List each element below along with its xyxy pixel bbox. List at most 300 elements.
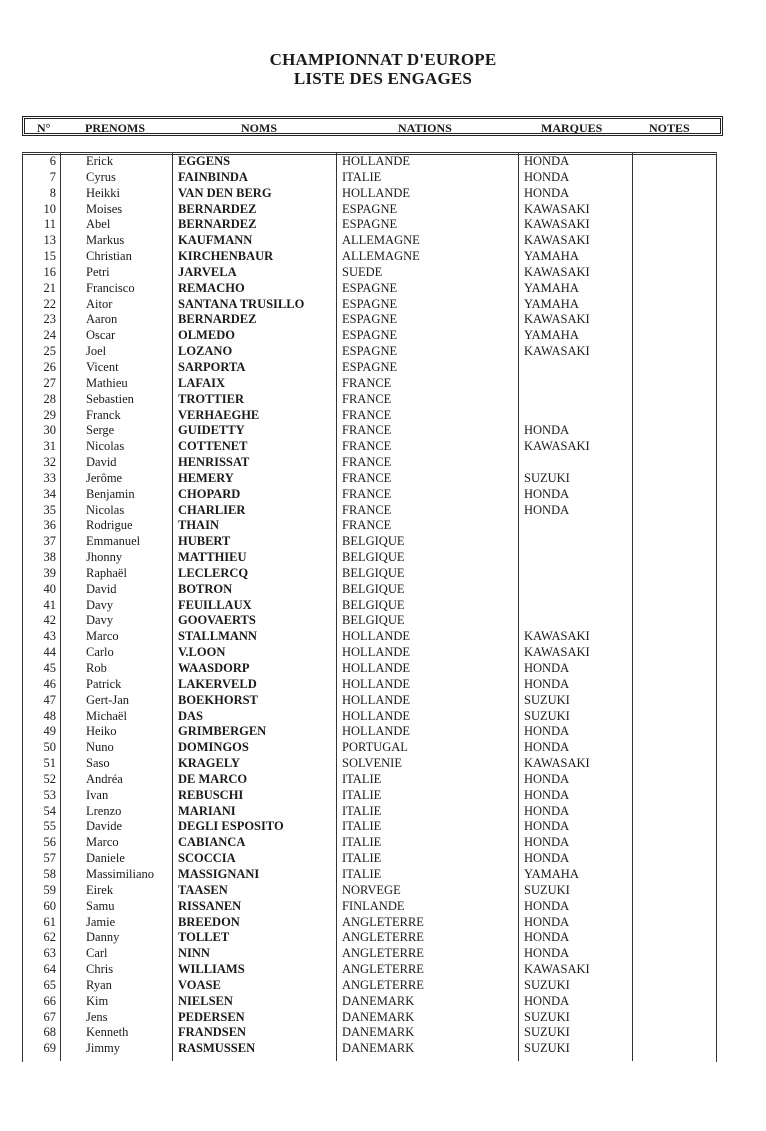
first-name-cell: Jerôme	[86, 470, 123, 485]
first-name-cell: Raphaël	[86, 565, 127, 580]
header-notes: NOTES	[649, 121, 690, 135]
brand-cell: YAMAHA	[524, 296, 579, 311]
last-name-cell: KIRCHENBAUR	[178, 249, 274, 264]
last-name-cell: TAASEN	[178, 882, 228, 897]
nation-cell: ESPAGNE	[342, 217, 398, 232]
table-row	[0, 1041, 766, 1057]
brand-cell: SUZUKI	[524, 470, 570, 485]
first-name-cell: Joel	[86, 344, 107, 359]
table-row	[0, 709, 766, 725]
brand-cell: HONDA	[524, 930, 570, 945]
first-name-cell: Petri	[86, 264, 110, 279]
table-row	[0, 392, 766, 408]
row-number-cell: 23	[43, 312, 56, 327]
table-row	[0, 170, 766, 186]
table-row	[0, 518, 766, 534]
first-name-cell: Davy	[86, 597, 114, 612]
row-number-cell: 41	[43, 597, 56, 612]
nation-cell: SUEDE	[342, 264, 383, 279]
table-row	[0, 360, 766, 376]
last-name-cell: CHARLIER	[178, 502, 246, 517]
row-number-cell: 48	[43, 708, 56, 723]
nation-cell: ESPAGNE	[342, 359, 398, 374]
nation-cell: ALLEMAGNE	[342, 233, 420, 248]
nation-cell: BELGIQUE	[342, 613, 405, 628]
table-row	[0, 233, 766, 249]
brand-cell: HONDA	[524, 185, 570, 200]
brand-cell: SUZUKI	[524, 708, 570, 723]
last-name-cell: NINN	[178, 946, 210, 961]
last-name-cell: REBUSCHI	[178, 787, 244, 802]
last-name-cell: HEMERY	[178, 470, 234, 485]
row-number-cell: 55	[43, 819, 56, 834]
title-line-1: CHAMPIONNAT D'EUROPE	[269, 50, 497, 69]
nation-cell: ANGLETERRE	[342, 977, 424, 992]
first-name-cell: Jimmy	[86, 1041, 121, 1056]
row-number-cell: 58	[43, 866, 56, 881]
row-number-cell: 67	[43, 1009, 56, 1024]
first-name-cell: David	[86, 581, 117, 596]
nation-cell: FRANCE	[342, 486, 392, 501]
brand-cell: HONDA	[524, 502, 570, 517]
table-row	[0, 899, 766, 915]
last-name-cell: DE MARCO	[178, 771, 248, 786]
first-name-cell: Davy	[86, 613, 114, 628]
brand-cell: HONDA	[524, 676, 570, 691]
last-name-cell: JARVELA	[178, 264, 237, 279]
first-name-cell: Daniele	[86, 851, 125, 866]
row-number-cell: 61	[43, 914, 56, 929]
first-name-cell: Ivan	[86, 787, 109, 802]
nation-cell: SOLVENIE	[342, 756, 402, 771]
table-row	[0, 154, 766, 170]
row-number-cell: 64	[43, 962, 56, 977]
row-number-cell: 59	[43, 882, 56, 897]
first-name-cell: Jens	[86, 1009, 108, 1024]
brand-cell: SUZUKI	[524, 692, 570, 707]
nation-cell: NORVEGE	[342, 882, 401, 897]
last-name-cell: RASMUSSEN	[178, 1041, 256, 1056]
nation-cell: HOLLANDE	[342, 708, 411, 723]
brand-cell: HONDA	[524, 819, 570, 834]
nation-cell: ITALIE	[342, 803, 382, 818]
last-name-cell: BOEKHORST	[178, 692, 258, 707]
first-name-cell: Samu	[86, 898, 115, 913]
first-name-cell: Rodrigue	[86, 518, 133, 533]
row-number-cell: 34	[43, 486, 56, 501]
nation-cell: FRANCE	[342, 455, 392, 470]
nation-cell: FRANCE	[342, 391, 392, 406]
table-row	[0, 724, 766, 740]
brand-cell: HONDA	[524, 740, 570, 755]
last-name-cell: LECLERCQ	[178, 565, 249, 580]
brand-cell: HONDA	[524, 803, 570, 818]
nation-cell: ESPAGNE	[342, 280, 398, 295]
table-row	[0, 550, 766, 566]
first-name-cell: Aaron	[86, 312, 118, 327]
last-name-cell: LOZANO	[178, 344, 233, 359]
first-name-cell: Marco	[86, 835, 119, 850]
nation-cell: ITALIE	[342, 169, 382, 184]
first-name-cell: Carlo	[86, 645, 114, 660]
nation-cell: DANEMARK	[342, 1041, 415, 1056]
first-name-cell: Patrick	[86, 676, 122, 691]
brand-cell: KAWASAKI	[524, 962, 590, 977]
brand-cell: HONDA	[524, 851, 570, 866]
first-name-cell: Heikki	[86, 185, 121, 200]
table-row	[0, 265, 766, 281]
nation-cell: ITALIE	[342, 835, 382, 850]
table-row	[0, 376, 766, 392]
brand-cell: HONDA	[524, 835, 570, 850]
first-name-cell: Kim	[86, 993, 109, 1008]
table-row	[0, 471, 766, 487]
row-number-cell: 66	[43, 993, 56, 1008]
first-name-cell: Massimiliano	[86, 866, 155, 881]
first-name-cell: Abel	[86, 217, 111, 232]
first-name-cell: Serge	[86, 423, 115, 438]
nation-cell: DANEMARK	[342, 993, 415, 1008]
nation-cell: ITALIE	[342, 819, 382, 834]
nation-cell: HOLLANDE	[342, 692, 411, 707]
brand-cell: HONDA	[524, 661, 570, 675]
brand-cell: KAWASAKI	[524, 439, 590, 454]
brand-cell: HONDA	[524, 724, 570, 739]
last-name-cell: LAKERVELD	[178, 676, 257, 691]
row-number-cell: 40	[43, 581, 56, 596]
first-name-cell: Francisco	[86, 280, 135, 295]
table-row	[0, 408, 766, 424]
table-row	[0, 946, 766, 962]
row-number-cell: 16	[43, 264, 56, 279]
first-name-cell: Andréa	[86, 771, 123, 786]
row-number-cell: 65	[43, 977, 56, 992]
first-name-cell: Carl	[86, 946, 108, 961]
header-noms: NOMS	[241, 121, 277, 135]
nation-cell: FRANCE	[342, 502, 392, 517]
row-number-cell: 62	[43, 930, 56, 945]
table-row	[0, 740, 766, 756]
nation-cell: HOLLANDE	[342, 629, 411, 644]
first-name-cell: Davide	[86, 819, 123, 834]
row-number-cell: 57	[43, 851, 56, 866]
last-name-cell: THAIN	[178, 518, 219, 533]
first-name-cell: Sebastien	[86, 391, 134, 406]
brand-cell: HONDA	[524, 423, 570, 438]
table-row	[0, 756, 766, 772]
nation-cell: ITALIE	[342, 771, 382, 786]
row-number-cell: 33	[43, 470, 56, 485]
last-name-cell: BERNARDEZ	[178, 201, 257, 216]
nation-cell: BELGIQUE	[342, 581, 405, 596]
nation-cell: HOLLANDE	[342, 676, 411, 691]
table-row	[0, 804, 766, 820]
row-number-cell: 44	[43, 645, 56, 660]
row-number-cell: 22	[43, 296, 56, 311]
row-number-cell: 60	[43, 898, 56, 913]
nation-cell: FRANCE	[342, 439, 392, 454]
nation-cell: ESPAGNE	[342, 201, 398, 216]
row-number-cell: 68	[43, 1025, 56, 1040]
table-row	[0, 693, 766, 709]
brand-cell: HONDA	[524, 486, 570, 501]
row-number-cell: 69	[43, 1041, 56, 1056]
nation-cell: ESPAGNE	[342, 328, 398, 343]
last-name-cell: COTTENET	[178, 439, 248, 454]
brand-cell: KAWASAKI	[524, 645, 590, 660]
last-name-cell: CHOPARD	[178, 486, 241, 501]
last-name-cell: REMACHO	[178, 280, 245, 295]
nation-cell: HOLLANDE	[342, 645, 411, 660]
table-row	[0, 186, 766, 202]
last-name-cell: KAUFMANN	[178, 233, 253, 248]
first-name-cell: Rob	[86, 661, 107, 675]
table-row	[0, 534, 766, 550]
nation-cell: ANGLETERRE	[342, 914, 424, 929]
nation-cell: DANEMARK	[342, 1009, 415, 1024]
last-name-cell: EGGENS	[178, 154, 231, 168]
first-name-cell: Eirek	[86, 882, 114, 897]
table-row	[0, 930, 766, 946]
first-name-cell: Nuno	[86, 740, 114, 755]
row-number-cell: 56	[43, 835, 56, 850]
row-number-cell: 37	[43, 534, 56, 549]
first-name-cell: Saso	[86, 756, 110, 771]
row-number-cell: 29	[43, 407, 56, 422]
last-name-cell: FEUILLAUX	[178, 597, 252, 612]
nation-cell: ESPAGNE	[342, 296, 398, 311]
table-row	[0, 772, 766, 788]
row-number-cell: 46	[43, 676, 56, 691]
row-number-cell: 13	[43, 233, 56, 248]
first-name-cell: Marco	[86, 629, 119, 644]
first-name-cell: Jhonny	[86, 550, 123, 565]
last-name-cell: DAS	[178, 708, 204, 723]
table-row	[0, 645, 766, 661]
table-row	[0, 788, 766, 804]
last-name-cell: OLMEDO	[178, 328, 235, 343]
last-name-cell: CABIANCA	[178, 835, 246, 850]
brand-cell: HONDA	[524, 898, 570, 913]
row-number-cell: 27	[43, 375, 56, 390]
first-name-cell: Danny	[86, 930, 120, 945]
first-name-cell: Erick	[86, 154, 114, 168]
row-number-cell: 26	[43, 359, 56, 374]
row-number-cell: 6	[49, 154, 56, 168]
last-name-cell: BERNARDEZ	[178, 312, 257, 327]
brand-cell: KAWASAKI	[524, 629, 590, 644]
last-name-cell: BOTRON	[178, 581, 233, 596]
row-number-cell: 53	[43, 787, 56, 802]
table-row	[0, 439, 766, 455]
first-name-cell: Cyrus	[86, 169, 116, 184]
table-row	[0, 978, 766, 994]
nation-cell: BELGIQUE	[342, 597, 405, 612]
table-row	[0, 202, 766, 218]
brand-cell: SUZUKI	[524, 1009, 570, 1024]
row-number-cell: 50	[43, 740, 56, 755]
row-number-cell: 35	[43, 502, 56, 517]
nation-cell: HOLLANDE	[342, 661, 411, 675]
header-nations: NATIONS	[398, 121, 452, 135]
last-name-cell: SCOCCIA	[178, 851, 236, 866]
table-row	[0, 312, 766, 328]
table-row	[0, 629, 766, 645]
brand-cell: YAMAHA	[524, 866, 579, 881]
first-name-cell: Lrenzo	[86, 803, 122, 818]
last-name-cell: DEGLI ESPOSITO	[178, 819, 284, 834]
first-name-cell: Emmanuel	[86, 534, 141, 549]
nation-cell: ANGLETERRE	[342, 930, 424, 945]
nation-cell: ITALIE	[342, 851, 382, 866]
brand-cell: SUZUKI	[524, 977, 570, 992]
brand-cell: KAWASAKI	[524, 233, 590, 248]
first-name-cell: Mathieu	[86, 375, 128, 390]
row-number-cell: 10	[43, 201, 56, 216]
row-number-cell: 25	[43, 344, 56, 359]
table-row	[0, 582, 766, 598]
last-name-cell: SANTANA TRUSILLO	[178, 296, 305, 311]
brand-cell: YAMAHA	[524, 249, 579, 264]
first-name-cell: Gert-Jan	[86, 692, 130, 707]
nation-cell: FRANCE	[342, 423, 392, 438]
header-marques: MARQUES	[541, 121, 603, 135]
row-number-cell: 49	[43, 724, 56, 739]
row-number-cell: 24	[43, 328, 56, 343]
brand-cell: SUZUKI	[524, 882, 570, 897]
nation-cell: DANEMARK	[342, 1025, 415, 1040]
row-number-cell: 54	[43, 803, 56, 818]
nation-cell: ANGLETERRE	[342, 962, 424, 977]
last-name-cell: STALLMANN	[178, 629, 257, 644]
title-line-2: LISTE DES ENGAGES	[293, 69, 473, 88]
brand-cell: YAMAHA	[524, 280, 579, 295]
first-name-cell: Moises	[86, 201, 123, 216]
table-body	[0, 154, 766, 1057]
brand-cell: SUZUKI	[524, 1025, 570, 1040]
first-name-cell: Michaël	[86, 708, 127, 723]
last-name-cell: LAFAIX	[178, 375, 225, 390]
brand-cell: KAWASAKI	[524, 344, 590, 359]
last-name-cell: VOASE	[178, 977, 221, 992]
nation-cell: FINLANDE	[342, 898, 405, 913]
row-number-cell: 11	[43, 217, 56, 232]
nation-cell: PORTUGAL	[342, 740, 408, 755]
last-name-cell: BERNARDEZ	[178, 217, 257, 232]
table-row	[0, 851, 766, 867]
last-name-cell: WILLIAMS	[178, 962, 245, 977]
row-number-cell: 28	[43, 391, 56, 406]
table-row	[0, 328, 766, 344]
first-name-cell: Kenneth	[86, 1025, 129, 1040]
table-row	[0, 217, 766, 233]
row-number-cell: 51	[43, 756, 56, 771]
first-name-cell: Jamie	[86, 914, 116, 929]
last-name-cell: FAINBINDA	[178, 169, 248, 184]
last-name-cell: KRAGELY	[178, 756, 241, 771]
header-num: N°	[37, 121, 51, 135]
first-name-cell: Christian	[86, 249, 132, 264]
brand-cell: HONDA	[524, 154, 570, 168]
table-row	[0, 1025, 766, 1041]
first-name-cell: Markus	[86, 233, 125, 248]
header-prenoms: PRENOMS	[85, 121, 145, 135]
table-row	[0, 994, 766, 1010]
first-name-cell: Nicolas	[86, 502, 125, 517]
last-name-cell: MATTHIEU	[178, 550, 247, 565]
row-number-cell: 30	[43, 423, 56, 438]
brand-cell: KAWASAKI	[524, 756, 590, 771]
nation-cell: ALLEMAGNE	[342, 249, 420, 264]
row-number-cell: 36	[43, 518, 56, 533]
brand-cell: KAWASAKI	[524, 201, 590, 216]
row-number-cell: 52	[43, 771, 56, 786]
nation-cell: FRANCE	[342, 375, 392, 390]
last-name-cell: DOMINGOS	[178, 740, 249, 755]
row-number-cell: 32	[43, 455, 56, 470]
first-name-cell: Vicent	[86, 359, 119, 374]
last-name-cell: PEDERSEN	[178, 1009, 245, 1024]
last-name-cell: V.LOON	[178, 645, 226, 660]
last-name-cell: WAASDORP	[178, 661, 250, 675]
first-name-cell: Aitor	[86, 296, 113, 311]
nation-cell: FRANCE	[342, 470, 392, 485]
row-number-cell: 15	[43, 249, 56, 264]
last-name-cell: HUBERT	[178, 534, 231, 549]
brand-cell: HONDA	[524, 169, 570, 184]
row-number-cell: 8	[49, 185, 56, 200]
brand-cell: KAWASAKI	[524, 312, 590, 327]
last-name-cell: FRANDSEN	[178, 1025, 247, 1040]
row-number-cell: 7	[49, 169, 56, 184]
last-name-cell: GOOVAERTS	[178, 613, 256, 628]
brand-cell: HONDA	[524, 771, 570, 786]
first-name-cell: Ryan	[86, 977, 112, 992]
row-number-cell: 63	[43, 946, 56, 961]
brand-cell: HONDA	[524, 993, 570, 1008]
table-row	[0, 566, 766, 582]
row-number-cell: 47	[43, 692, 56, 707]
last-name-cell: RISSANEN	[178, 898, 242, 913]
nation-cell: BELGIQUE	[342, 550, 405, 565]
table-row	[0, 455, 766, 471]
row-number-cell: 31	[43, 439, 56, 454]
brand-cell: YAMAHA	[524, 328, 579, 343]
table-row	[0, 883, 766, 899]
nation-cell: ESPAGNE	[342, 344, 398, 359]
first-name-cell: Oscar	[86, 328, 116, 343]
brand-cell: HONDA	[524, 914, 570, 929]
last-name-cell: BREEDON	[178, 914, 240, 929]
last-name-cell: VAN DEN BERG	[178, 185, 272, 200]
row-number-cell: 42	[43, 613, 56, 628]
table-row	[0, 297, 766, 313]
last-name-cell: GRIMBERGEN	[178, 724, 267, 739]
brand-cell: SUZUKI	[524, 1041, 570, 1056]
last-name-cell: VERHAEGHE	[178, 407, 260, 422]
table-row	[0, 503, 766, 519]
table-row	[0, 835, 766, 851]
nation-cell: ITALIE	[342, 787, 382, 802]
table-row	[0, 962, 766, 978]
table-row	[0, 867, 766, 883]
document-title	[0, 50, 766, 88]
table-row	[0, 249, 766, 265]
brand-cell: KAWASAKI	[524, 264, 590, 279]
table-row	[0, 661, 766, 677]
last-name-cell: GUIDETTY	[178, 423, 245, 438]
table-row	[0, 344, 766, 360]
